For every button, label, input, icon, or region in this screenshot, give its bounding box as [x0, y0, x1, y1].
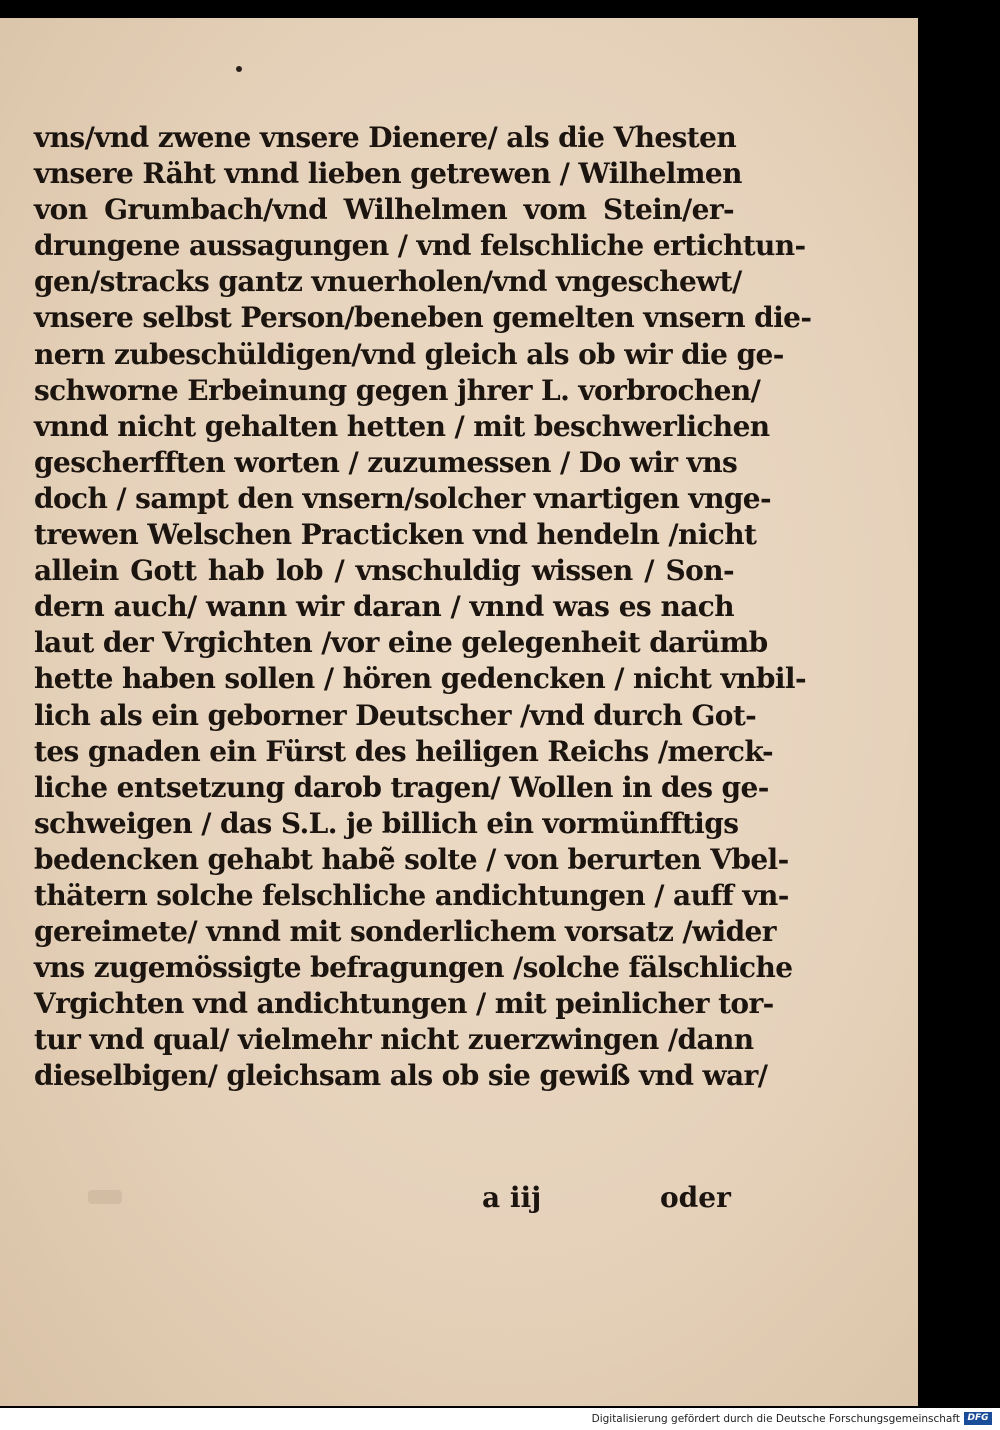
text-line: nern zubeschüldigen/vnd gleich als ob wir die ge-: [34, 337, 784, 371]
text-line: Vrgichten vnd andichtungen / mit peinlicher tor-: [34, 987, 774, 1021]
text-line: vns/vnd zwene vnsere Dienere/ als die Vhesten: [34, 121, 737, 154]
text-line: vnsere Räht vnnd lieben getrewen / Wilhelmen: [34, 157, 742, 191]
text-line: trewen Welschen Practicken vnd hendeln /nicht: [34, 518, 757, 552]
ink-dot: [236, 66, 242, 72]
text-line: vnsere selbst Person/beneben gemelten vnsern die-: [34, 301, 812, 335]
text-line: doch / sampt den vnsern/solcher vnartigen vnge-: [34, 481, 772, 515]
text-line: allein Gott hab lob / vnschuldig wissen / Son-: [34, 554, 734, 588]
footer-bar: [0, 1408, 1000, 1430]
text-line: hette haben sollen / hören gedencken / nicht vnbil-: [34, 662, 806, 696]
text-line: dern auch/ wann wir daran / vnnd was es nach: [34, 590, 734, 624]
text-line: gereimete/ vnnd mit sonderlichem vorsatz /wider: [34, 915, 776, 949]
text-line: gen/stracks gantz vnuerholen/vnd vngeschewt/: [34, 265, 742, 299]
text-line: laut der Vrgichten /vor eine gelegenheit darümb: [34, 626, 768, 660]
text-line: schworne Erbeinung gegen jhrer L. vorbrochen/: [34, 373, 761, 407]
dfg-logo[interactable]: DFG: [964, 1412, 992, 1425]
text-line: drungene aussagungen / vnd felschliche ertichtun-: [34, 229, 806, 263]
text-line: lich als ein geborner Deutscher /vnd durch Got-: [34, 698, 757, 732]
text-line: vns zugemössigte befragungen /solche fälschliche: [34, 951, 793, 985]
text-line: gescherfften worten / zuzumessen / Do wir vns: [34, 445, 738, 479]
text-line: schweigen / das S.L. je billich ein vormünfftigs: [34, 806, 739, 840]
bleed-through-mark: [88, 1190, 122, 1204]
page-edge-shadow: [918, 18, 1000, 1406]
text-block: [34, 120, 812, 1095]
text-line: liche entsetzung darob tragen/ Wollen in des ge-: [34, 770, 769, 804]
text-line: thätern solche felschliche andichtungen / auff vn-: [34, 878, 789, 912]
text-line: tes gnaden ein Fürst des heiligen Reichs /merck-: [34, 734, 774, 768]
funding-credit: Digitalisierung gefördert durch die Deutsche Forschungsgemeinschaft: [591, 1413, 960, 1425]
catchword: oder: [660, 1181, 731, 1214]
text-line: dieselbigen/ gleichsam als ob sie gewiß vnd war/: [34, 1059, 768, 1093]
book-page: [0, 18, 918, 1406]
signature-mark: a iij: [482, 1181, 542, 1214]
text-line: tur vnd qual/ vielmehr nicht zuerzwingen /dann: [34, 1023, 754, 1057]
text-line: vnnd nicht gehalten hetten / mit beschwerlichen: [34, 409, 770, 443]
text-line: von Grumbach/vnd Wilhelmen vom Stein/er-: [34, 193, 734, 227]
text-line: bedencken gehabt habẽ solte / von berurten Vbel-: [34, 842, 789, 876]
